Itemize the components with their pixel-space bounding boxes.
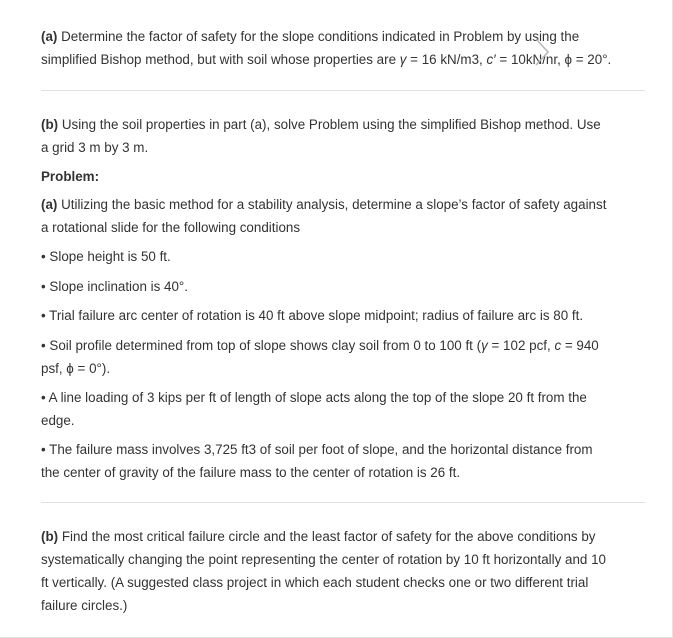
part-b-paragraph xyxy=(41,113,647,159)
bullet-failure-mass xyxy=(41,438,647,484)
bullet-slope-height xyxy=(41,245,647,268)
cohesion-symbol: c′ xyxy=(486,52,496,67)
problem-a-label: (a) xyxy=(41,197,58,212)
bullet-soil-profile xyxy=(41,334,647,380)
soil-unit-weight: = 102 pcf, xyxy=(487,338,555,353)
failure-mass-line2: the center of gravity of the failure mass to the center of rotation is 26 ft. xyxy=(41,465,461,480)
soil-gamma-symbol: γ xyxy=(481,338,488,353)
soil-profile-line2: psf, ϕ = 0°). xyxy=(41,361,111,376)
part-a-unit-weight: = 16 kN/m3, xyxy=(406,52,487,67)
problem-b-line1: Find the most critical failure circle and the least factor of safety for the above conditions by xyxy=(58,529,596,544)
part-a-label: (a) xyxy=(41,29,58,44)
line-loading-line2: edge. xyxy=(41,413,75,428)
bullet-failure-arc xyxy=(41,304,647,327)
problem-heading: Problem: xyxy=(41,169,100,184)
soil-cohesion-symbol: c xyxy=(554,338,562,353)
problem-a-paragraph xyxy=(41,193,647,239)
problem-b-line3: ft vertically. (A suggested class project in which each student checks one or two different trial xyxy=(41,575,589,590)
part-b-label: (b) xyxy=(41,117,59,132)
problem-b-paragraph xyxy=(41,525,647,617)
part-a-paragraph xyxy=(41,25,647,71)
problem-b-line4: failure circles.) xyxy=(41,598,128,613)
chevron-right-icon[interactable] xyxy=(533,36,551,68)
bullet-slope-height-text: • Slope height is 50 ft. xyxy=(41,249,171,264)
bullet-slope-inclination-text: • Slope inclination is 40°. xyxy=(41,279,189,294)
section-divider-2 xyxy=(41,502,645,503)
part-b-line2: a grid 3 m by 3 m. xyxy=(41,140,149,155)
line-loading-line1: • A line loading of 3 kips per ft of length of slope acts along the top of the slope 20 ft from the xyxy=(41,390,587,405)
problem-heading-row xyxy=(41,165,647,188)
soil-profile-start: • Soil profile determined from top of slope shows clay soil from 0 to 100 ft ( xyxy=(41,338,482,353)
bullet-line-loading xyxy=(41,386,647,432)
section-divider-1 xyxy=(41,90,645,91)
problem-a-line2: a rotational slide for the following conditions xyxy=(41,220,301,235)
problem-a-line1: Utilizing the basic method for a stability analysis, determine a slope’s factor of safety against xyxy=(57,197,607,212)
problem-b-label: (b) xyxy=(41,529,59,544)
bullet-slope-inclination xyxy=(41,275,647,298)
part-a-line1: Determine the factor of safety for the slope conditions indicated in Problem by using the xyxy=(57,29,580,44)
bullet-failure-arc-text: • Trial failure arc center of rotation is 40 ft above slope midpoint; radius of failure arc is 80 ft. xyxy=(41,308,584,323)
problem-b-line2: systematically changing the point representing the center of rotation by 10 ft horizontally and 10 xyxy=(41,552,606,567)
part-b-line1: Using the soil properties in part (a), solve Problem using the simplified Bishop method. Use xyxy=(58,117,601,132)
soil-cohesion-value: = 940 xyxy=(561,338,599,353)
failure-mass-line1: • The failure mass involves 3,725 ft3 of soil per foot of slope, and the horizontal distance from xyxy=(41,442,593,457)
part-a-line2-end: = 10kN/nr, ϕ = 20°. xyxy=(495,52,612,67)
gamma-symbol: γ xyxy=(399,52,407,67)
part-a-line2-start: simplified Bishop method, but with soil whose properties are xyxy=(41,52,400,67)
